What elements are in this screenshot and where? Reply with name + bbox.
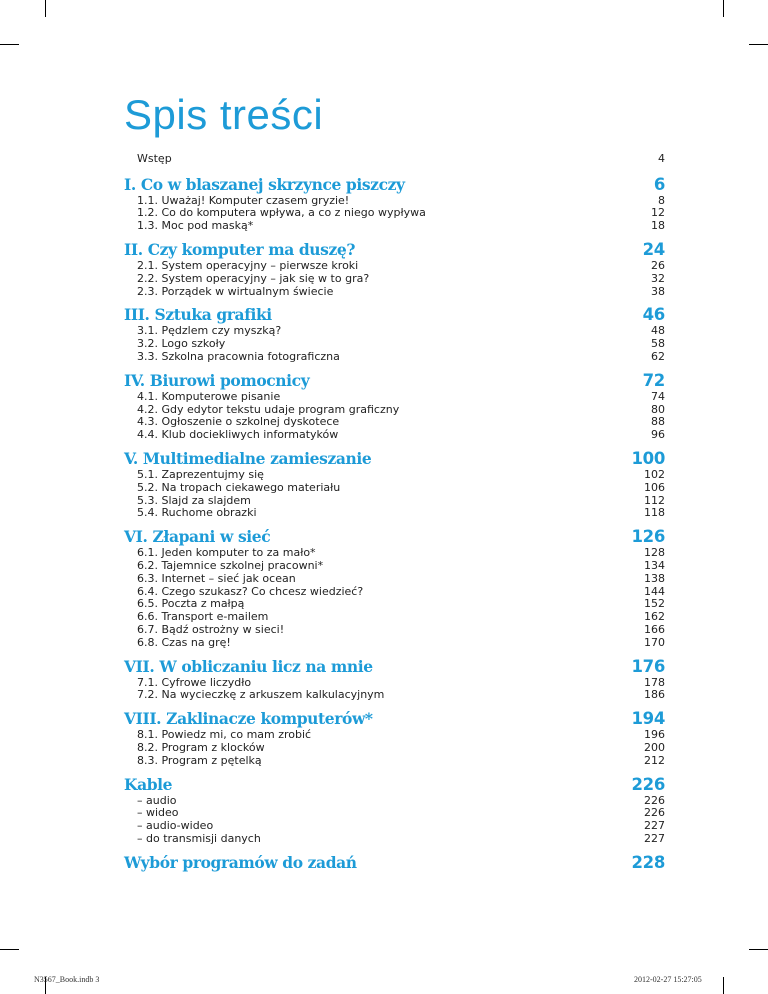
- toc-chapter-heading[interactable]: [124, 240, 665, 260]
- section-page-number: 74: [651, 389, 665, 403]
- section-page-number: 196: [644, 728, 665, 742]
- section-title: 6.3. Internet – sieć jak ocean: [137, 571, 296, 585]
- toc-chapter-heading[interactable]: [124, 527, 665, 547]
- toc-chapter: [124, 709, 665, 767]
- section-title: 3.2. Logo szkoły: [137, 337, 226, 351]
- section-title: 4.1. Komputerowe pisanie: [137, 389, 281, 403]
- crop-mark: [723, 0, 724, 17]
- section-title: 5.4. Ruchome obrazki: [137, 506, 257, 520]
- toc-section-row[interactable]: [137, 482, 665, 495]
- toc-section-row[interactable]: [137, 689, 665, 702]
- section-page-number: 62: [651, 349, 665, 363]
- chapter-title: VIII. Zaklinacze komputerów*: [124, 709, 373, 729]
- section-page-number: 227: [644, 819, 665, 833]
- section-page-number: 162: [644, 610, 665, 624]
- section-title: 6.2. Tajemnice szkolnej pracowni*: [137, 558, 324, 572]
- chapter-page-number: 100: [631, 448, 665, 468]
- chapter-list: [124, 175, 665, 873]
- toc-chapter: [124, 657, 665, 703]
- section-page-number: 18: [651, 219, 665, 233]
- crop-mark: [45, 0, 46, 17]
- section-page-number: 80: [651, 402, 665, 416]
- chapter-title: V. Multimedialne zamieszanie: [124, 448, 372, 468]
- section-page-number: 58: [651, 337, 665, 351]
- print-timestamp: 2012-02-27 15:27:05: [634, 975, 702, 984]
- section-title: 3.3. Szkolna pracownia fotograficzna: [137, 349, 340, 363]
- section-page-number: 112: [644, 493, 665, 507]
- section-page-number: 144: [644, 584, 665, 598]
- toc-chapter: [124, 775, 665, 846]
- section-page-number: 106: [644, 480, 665, 494]
- toc-intro-row[interactable]: [137, 152, 665, 166]
- crop-mark: [723, 977, 724, 994]
- section-title: 8.3. Program z pętelką: [137, 753, 262, 767]
- print-filename: N3567_Book.indb 3: [34, 975, 100, 984]
- section-title: 6.6. Transport e-mailem: [137, 610, 269, 624]
- toc-chapter: [124, 240, 665, 298]
- section-title: 5.3. Slajd za slajdem: [137, 493, 251, 507]
- chapter-page-number: 226: [631, 774, 665, 794]
- section-title: 8.1. Powiedz mi, co mam zrobić: [137, 728, 312, 742]
- toc-intro-label: Wstęp: [137, 152, 172, 165]
- section-title: – wideo: [137, 806, 179, 820]
- toc-section-row[interactable]: [137, 637, 665, 650]
- chapter-page-number: 46: [642, 305, 665, 325]
- toc-intro-page: 4: [658, 152, 665, 165]
- crop-mark: [749, 949, 768, 950]
- crop-mark: [0, 44, 19, 45]
- page-title: Spis treści: [124, 91, 324, 138]
- toc-section-row[interactable]: [137, 273, 665, 286]
- toc-chapter: [124, 527, 665, 649]
- section-page-number: 134: [644, 558, 665, 572]
- section-page-number: 128: [644, 546, 665, 560]
- toc-section-row[interactable]: [137, 833, 665, 846]
- toc-section-row[interactable]: [137, 429, 665, 442]
- section-page-number: 200: [644, 740, 665, 754]
- toc-section-row[interactable]: [137, 260, 665, 273]
- chapter-page-number: 176: [631, 656, 665, 676]
- toc-chapter: [124, 853, 665, 873]
- section-title: 8.2. Program z klocków: [137, 740, 265, 754]
- section-title: 6.4. Czego szukasz? Co chcesz wiedzieć?: [137, 584, 364, 598]
- toc-chapter-heading[interactable]: [124, 657, 665, 677]
- section-page-number: 48: [651, 324, 665, 338]
- toc-section-row[interactable]: [137, 807, 665, 820]
- chapter-page-number: 24: [642, 239, 665, 259]
- section-page-number: 186: [644, 688, 665, 702]
- section-page-number: 38: [651, 284, 665, 298]
- section-page-number: 102: [644, 467, 665, 481]
- toc-chapter-heading[interactable]: [124, 709, 665, 729]
- toc-chapter: [124, 371, 665, 442]
- section-title: – audio-wideo: [137, 819, 214, 833]
- section-page-number: 227: [644, 831, 665, 845]
- table-of-contents: [124, 152, 665, 880]
- toc-section-row[interactable]: [137, 573, 665, 586]
- section-page-number: 138: [644, 571, 665, 585]
- toc-section-row[interactable]: [137, 729, 665, 742]
- section-page-number: 226: [644, 806, 665, 820]
- toc-chapter: [124, 449, 665, 520]
- chapter-title: Kable: [124, 774, 173, 794]
- section-title: 1.3. Moc pod maską*: [137, 219, 254, 233]
- section-title: 6.5. Poczta z małpą: [137, 597, 245, 611]
- section-page-number: 166: [644, 622, 665, 636]
- section-page-number: 212: [644, 753, 665, 767]
- section-title: 1.1. Uważaj! Komputer czasem gryzie!: [137, 193, 350, 207]
- section-page-number: 26: [651, 258, 665, 272]
- chapter-title: II. Czy komputer ma duszę?: [124, 239, 356, 259]
- section-title: 7.1. Cyfrowe liczydło: [137, 675, 252, 689]
- toc-section-row[interactable]: [137, 820, 665, 833]
- toc-chapter-heading[interactable]: [124, 305, 665, 325]
- chapter-page-number: 194: [631, 709, 665, 729]
- section-title: – do transmisji danych: [137, 831, 261, 845]
- section-page-number: 152: [644, 597, 665, 611]
- toc-section-row[interactable]: [137, 469, 665, 482]
- crop-mark: [0, 949, 19, 950]
- section-title: 3.1. Pędzlem czy myszką?: [137, 324, 282, 338]
- section-page-number: 12: [651, 206, 665, 220]
- chapter-title: III. Sztuka grafiki: [124, 305, 272, 325]
- toc-chapter-heading[interactable]: [124, 371, 665, 391]
- section-title: 1.2. Co do komputera wpływa, a co z niego wypływa: [137, 206, 426, 220]
- chapter-page-number: 6: [653, 174, 665, 194]
- toc-chapter-heading[interactable]: [124, 175, 665, 195]
- section-page-number: 32: [651, 271, 665, 285]
- section-page-number: 118: [644, 506, 665, 520]
- toc-section-row[interactable]: [137, 611, 665, 624]
- toc-chapter-heading[interactable]: [124, 449, 665, 469]
- section-title: 4.3. Ogłoszenie o szkolnej dyskotece: [137, 415, 340, 429]
- section-title: 6.7. Bądź ostrożny w sieci!: [137, 622, 285, 636]
- section-title: 4.2. Gdy edytor tekstu udaje program graficzny: [137, 402, 400, 416]
- toc-chapter-heading[interactable]: [124, 775, 665, 795]
- section-title: 5.1. Zaprezentujmy się: [137, 467, 264, 481]
- toc-section-row[interactable]: [137, 220, 665, 233]
- toc-section-row[interactable]: [137, 560, 665, 573]
- section-title: 2.2. System operacyjny – jak się w to gra?: [137, 271, 370, 285]
- toc-section-row[interactable]: [137, 351, 665, 364]
- toc-section-row[interactable]: [137, 507, 665, 520]
- toc-section-row[interactable]: [137, 742, 665, 755]
- chapter-title: VI. Złapani w sieć: [124, 527, 271, 547]
- section-page-number: 178: [644, 675, 665, 689]
- toc-section-row[interactable]: [137, 795, 665, 808]
- chapter-title: I. Co w blaszanej skrzynce piszczy: [124, 174, 405, 194]
- crop-mark: [749, 44, 768, 45]
- section-page-number: 170: [644, 635, 665, 649]
- section-title: 6.1. Jeden komputer to za mało*: [137, 546, 316, 560]
- section-title: 7.2. Na wycieczkę z arkuszem kalkulacyjnym: [137, 688, 385, 702]
- toc-section-row[interactable]: [137, 286, 665, 299]
- section-page-number: 88: [651, 415, 665, 429]
- section-title: 2.3. Porządek w wirtualnym świecie: [137, 284, 334, 298]
- section-title: 2.1. System operacyjny – pierwsze kroki: [137, 258, 359, 272]
- section-title: 5.2. Na tropach ciekawego materiału: [137, 480, 341, 494]
- chapter-page-number: 126: [631, 527, 665, 547]
- section-page-number: 8: [658, 193, 665, 207]
- toc-section-row[interactable]: [137, 391, 665, 404]
- section-title: 6.8. Czas na grę!: [137, 635, 231, 649]
- section-page-number: 96: [651, 428, 665, 442]
- toc-chapter: [124, 305, 665, 363]
- chapter-title: Wybór programów do zadań: [124, 852, 357, 872]
- section-title: – audio: [137, 793, 177, 807]
- chapter-page-number: 228: [631, 852, 665, 872]
- chapter-page-number: 72: [642, 370, 665, 390]
- toc-section-row[interactable]: [137, 624, 665, 637]
- section-page-number: 226: [644, 793, 665, 807]
- toc-section-row[interactable]: [137, 755, 665, 768]
- section-title: 4.4. Klub dociekliwych informatyków: [137, 428, 339, 442]
- toc-chapter-heading[interactable]: [124, 853, 665, 873]
- chapter-title: IV. Biurowi pomocnicy: [124, 370, 310, 390]
- toc-chapter: [124, 175, 665, 233]
- chapter-title: VII. W obliczaniu licz na mnie: [124, 656, 373, 676]
